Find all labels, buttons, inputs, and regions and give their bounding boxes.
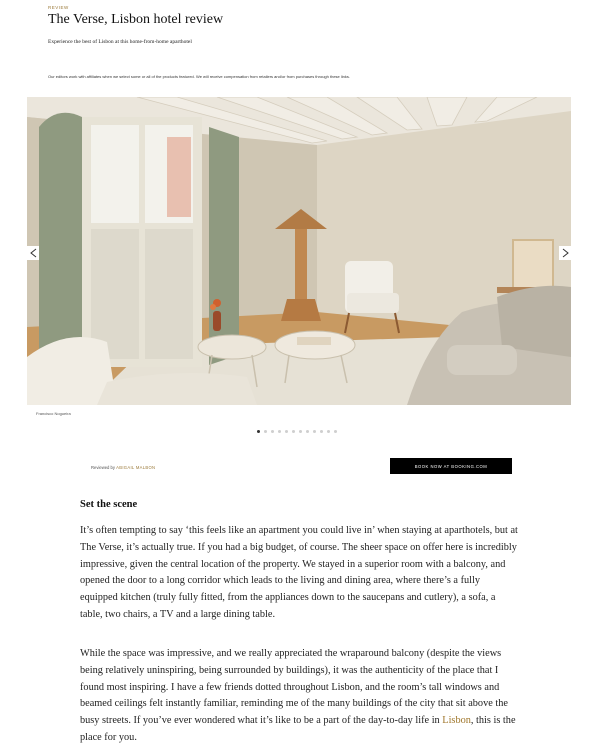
byline: [91, 465, 155, 470]
gallery-dot[interactable]: [306, 430, 309, 433]
chevron-left-icon: [30, 248, 37, 258]
chevron-right-icon: [562, 248, 569, 258]
gallery-dot[interactable]: [313, 430, 316, 433]
paragraph-text: While the space was impressive, and we really appreciated the wraparound balcony (despite the views being relatively uninspiring, being surrounded by buildings), it was the authenticity of the place that I found most inspiring. I have a few friends dotted throughout Lisbon, and the room’s tall windows and beamed ceilings felt instantly familiar, reminding me of the many buildings of the city that sit above the busy streets. If you’ve ever wondered what it’s like to be a part of the day-to-day life in: [80, 648, 508, 727]
gallery-dot[interactable]: [292, 430, 295, 433]
body-paragraph: [80, 646, 520, 747]
gallery-dot[interactable]: [271, 430, 274, 433]
review-kicker: REVIEW: [48, 5, 69, 10]
gallery-prev-button[interactable]: [27, 246, 39, 260]
author-link[interactable]: ABIGAIL MALBON: [116, 465, 156, 470]
lisbon-link[interactable]: Lisbon: [442, 715, 471, 727]
gallery-dot[interactable]: [285, 430, 288, 433]
gallery-dot[interactable]: [334, 430, 337, 433]
gallery-photo: [27, 97, 571, 405]
gallery-dot[interactable]: [278, 430, 281, 433]
section-heading: Set the scene: [80, 499, 138, 510]
photo-gallery[interactable]: [27, 97, 571, 405]
gallery-pagination: [257, 430, 337, 433]
book-now-button[interactable]: BOOK NOW AT BOOKING.COM: [390, 458, 512, 474]
page-subtitle: Experience the best of Lisbon at this home-from-home aparthotel: [48, 39, 192, 45]
gallery-next-button[interactable]: [559, 246, 571, 260]
gallery-dot[interactable]: [257, 430, 260, 433]
body-paragraph: It’s often tempting to say ‘this feels like an apartment you could live in’ when staying at aparthotels, but at The Verse, it’s actually true. If you had a big budget, of course. The sheer space on offer here is incredibly impressive, given the central location of the property. We stayed in a superior room with a balcony, and opened the door to a long corridor which leads to the living and dining area, where there’s a fully equipped kitchen (truly fully fitted, from the appliances down to the saucepans and cutlery), a sofa, a table, two chairs, a TV and a large dining table.: [80, 525, 518, 620]
gallery-dot[interactable]: [320, 430, 323, 433]
page-title: The Verse, Lisbon hotel review: [48, 12, 224, 27]
gallery-dot[interactable]: [264, 430, 267, 433]
affiliate-disclaimer: Our editors work with affiliates when we select some or all of the products featured. We will receive compensation from retailers and/or from purchases through these links.: [48, 74, 350, 79]
byline-label: Reviewed by: [91, 465, 115, 470]
gallery-dot[interactable]: [299, 430, 302, 433]
gallery-dot[interactable]: [327, 430, 330, 433]
photo-credit: Francisco Nogueira: [36, 411, 71, 416]
paragraph-text: , this is the place for you.: [80, 715, 516, 743]
